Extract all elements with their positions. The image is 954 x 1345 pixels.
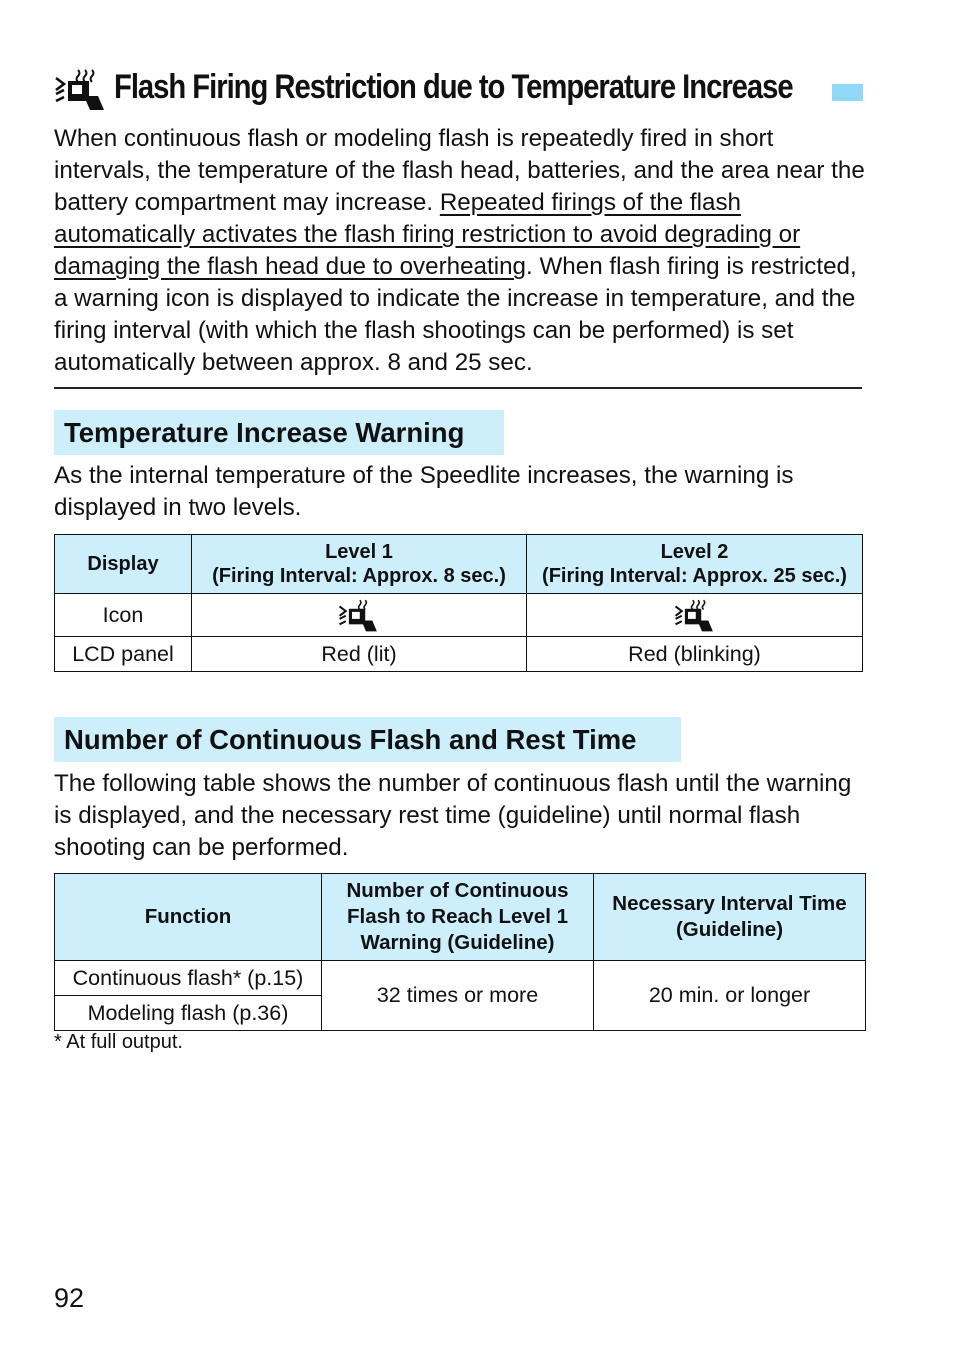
page-title-row [54, 64, 866, 114]
cell-level2-lcd: Red (blinking) [527, 637, 863, 672]
table-header-row [55, 874, 866, 961]
warning-levels-table [54, 534, 863, 672]
flash-temperature-warning-icon [54, 68, 108, 110]
table-row [55, 961, 866, 996]
flash-temperature-level1-icon [338, 598, 380, 632]
section-heading-temperature-warning: Temperature Increase Warning [54, 410, 504, 455]
header-interval-time: Necessary Interval Time (Guideline) [594, 874, 866, 961]
cell-level2-icon [527, 594, 863, 637]
page-title: Flash Firing Restriction due to Temperature Increase [114, 68, 793, 106]
cell-flash-count: 32 times or more [322, 961, 594, 1031]
row-label-icon: Icon [55, 594, 192, 637]
section1-paragraph: As the internal temperature of the Speedlite increases, the warning is displayed in two levels. [54, 462, 794, 521]
cell-function-continuous: Continuous flash* (p.15) [55, 961, 322, 996]
header-display: Display [55, 535, 192, 594]
continuous-flash-table [54, 873, 866, 1031]
page-number: 92 [54, 1283, 85, 1313]
section2-paragraph: The following table shows the number of continuous flash until the warning is displayed, and the necessary rest time (guideline) until normal flash shooting can be performed. [54, 770, 852, 861]
header-function: Function [55, 874, 322, 961]
row-label-lcd: LCD panel [55, 637, 192, 672]
table-row-lcd [55, 637, 863, 672]
footnote: * At full output. [54, 1031, 183, 1053]
intro-text-2: . When flash firing is restricted, a warning icon is displayed to indicate the increase in temperature, and the firing interval (with which the flash shootings can be performed) is set automatically between approx. 8 and 25 sec. [54, 253, 857, 376]
section-heading-continuous-flash: Number of Continuous Flash and Rest Time [54, 717, 681, 762]
flash-temperature-level2-icon [674, 598, 716, 632]
table-row-icon [55, 594, 863, 637]
divider-rule [54, 387, 862, 389]
cell-level1-icon [192, 594, 527, 637]
intro-paragraph [54, 123, 866, 379]
cell-function-modeling: Modeling flash (p.36) [55, 996, 322, 1031]
section-tab-marker [832, 84, 863, 101]
table-header-row [55, 535, 863, 594]
cell-level1-lcd: Red (lit) [192, 637, 527, 672]
header-level2: Level 2 (Firing Interval: Approx. 25 sec.) [527, 535, 863, 594]
intro-text-1: When continuous flash or modeling flash is repeatedly fired in short intervals, the temperature of the flash head, batteries, and the area near the battery compartment may increase. [54, 125, 865, 216]
header-flash-count: Number of Continuous Flash to Reach Level 1 Warning (Guideline) [322, 874, 594, 961]
intro-underlined-text: Repeated firings of the flash automatically activates the flash firing restriction to avoid degrading or damaging the flash head due to overheating [54, 189, 801, 280]
cell-interval-time: 20 min. or longer [594, 961, 866, 1031]
header-level1: Level 1 (Firing Interval: Approx. 8 sec.) [192, 535, 527, 594]
